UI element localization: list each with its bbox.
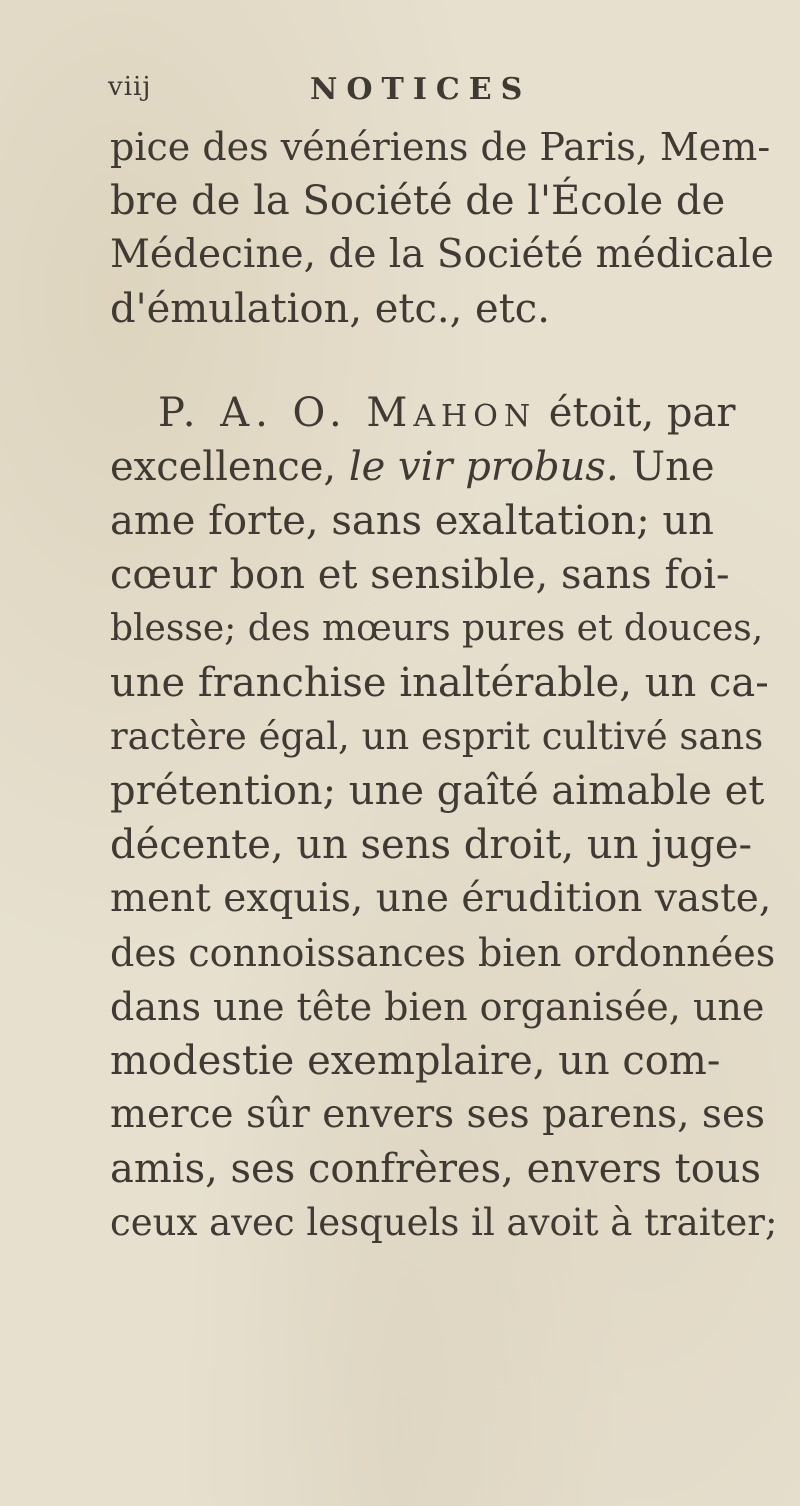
page-number: viij (108, 72, 152, 102)
running-title: NOTICES (310, 72, 532, 107)
text-line: blesse; des mœurs pures et douces, (110, 608, 764, 649)
paragraph-2 (110, 386, 780, 1250)
paragraph-gap (110, 336, 780, 386)
text-line: Médecine, de la Société médicale (110, 232, 774, 277)
paragraph-1 (110, 120, 780, 336)
text-line: amis, ses confrères, envers tous (110, 1146, 762, 1192)
author-initials: P. A. O. M (158, 390, 414, 436)
latin-phrase: le vir probus. (348, 444, 619, 490)
text-fragment: étoit, par (536, 390, 736, 436)
text-line: dans une tête bien organisée, une (110, 985, 765, 1029)
text-line: pice des vénériens de Paris, Mem- (110, 125, 771, 169)
text-fragment: Une (618, 444, 715, 490)
text-line: merce sûr envers ses parens, ses (110, 1092, 766, 1137)
text-fragment: excellence, (110, 444, 349, 490)
text-line: décente, un sens droit, un juge- (110, 822, 753, 868)
body-text (110, 120, 780, 1250)
text-line-with-italic (110, 440, 780, 494)
text-line: modestie exemplaire, un com- (110, 1038, 721, 1084)
text-line: ractère égal, un esprit cultivé sans (110, 715, 764, 758)
text-line: bre de la Société de l'École de (110, 178, 726, 224)
text-line: prétention; une gaîté aimable et (110, 768, 765, 814)
text-line: d'émulation, etc., etc. (110, 286, 550, 332)
text-line: ment exquis, une érudition vaste, (110, 876, 772, 921)
author-name-small-caps: AHON (413, 399, 537, 434)
text-line-opening (110, 386, 780, 440)
text-line: une franchise inaltérable, un ca- (110, 660, 769, 706)
text-line: ceux avec lesquels il avoit à traiter; (110, 1201, 778, 1244)
text-line: des connoissances bien ordonnées (110, 931, 776, 975)
running-head (108, 72, 708, 112)
text-line: ame forte, sans exaltation; un (110, 498, 714, 544)
text-line: cœur bon et sensible, sans foi- (110, 552, 730, 598)
